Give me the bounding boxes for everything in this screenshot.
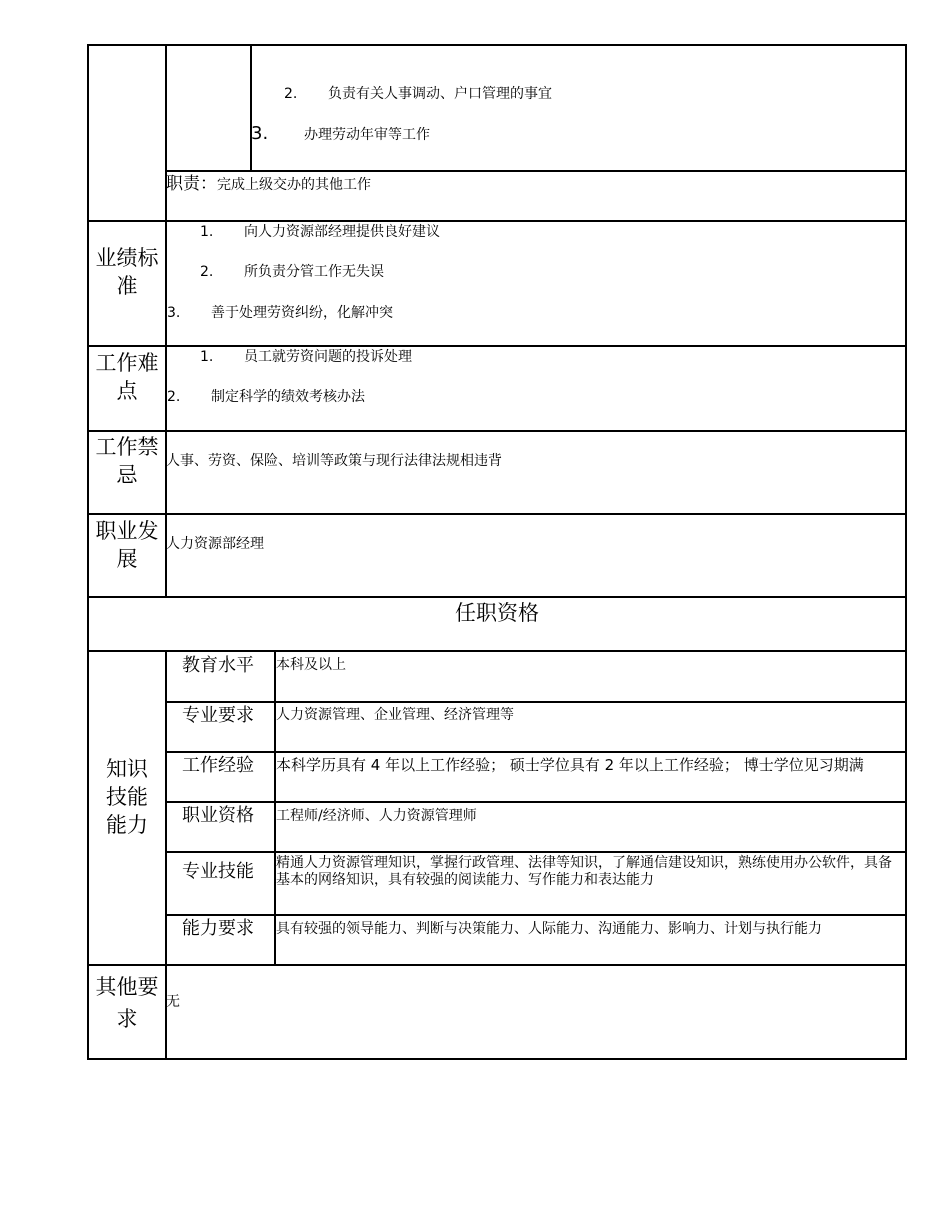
performance-label: 业绩标准 (95, 246, 159, 298)
prohibition-text: 人事、劳资、保险、培训等政策与现行法律法规相违背 (166, 453, 502, 469)
education-value: 本科及以上 (276, 657, 346, 673)
career-text: 人力资源部经理 (166, 536, 264, 552)
list-item: 3. 办理劳动年审等工作 (251, 123, 430, 144)
list-item: 2. 负责有关人事调动、户口管理的事宜 (284, 86, 552, 102)
list-item: 2. 所负责分管工作无失误 (200, 264, 384, 280)
knowledge-label: 知识技能能力 (106, 757, 148, 837)
difficulty-label: 工作难点 (95, 351, 159, 403)
experience-label: 工作经验 (182, 755, 254, 776)
major-label: 专业要求 (182, 705, 254, 726)
qualification-title: 任职资格 (455, 601, 539, 625)
major-value: 人力资源管理、企业管理、经济管理等 (276, 707, 514, 723)
education-label: 教育水平 (182, 655, 254, 676)
experience-value: 本科学历具有 4 年以上工作经验； 硕士学位具有 2 年以上工作经验； 博士学位见习期满 (276, 756, 864, 774)
other-label: 其他要求 (95, 975, 159, 1031)
certification-label: 职业资格 (182, 805, 254, 826)
list-item: 2. 制定科学的绩效考核办法 (167, 389, 365, 405)
ability-label: 能力要求 (182, 918, 254, 939)
other-text: 无 (166, 994, 180, 1010)
ability-value: 具有较强的领导能力、判断与决策能力、人际能力、沟通能力、影响力、计划与执行能力 (276, 921, 822, 937)
career-label: 职业发展 (95, 519, 159, 571)
certification-value: 工程师/经济师、人力资源管理师 (276, 808, 477, 824)
skills-label: 专业技能 (182, 861, 254, 882)
skills-value: 精通人力资源管理知识，掌握行政管理、法律等知识，了解通信建设知识，熟练使用办公软件，具备基本的网络知识，具有较强的阅读能力、写作能力和表达能力 (276, 855, 892, 888)
list-item: 1. 员工就劳资问题的投诉处理 (200, 349, 412, 365)
list-item: 1. 向人力资源部经理提供良好建议 (200, 224, 440, 240)
list-item: 3. 善于处理劳资纠纷，化解冲突 (167, 305, 393, 321)
duty-row: 职责：完成上级交办的其他工作 (166, 174, 371, 194)
prohibition-label: 工作禁忌 (95, 435, 159, 487)
